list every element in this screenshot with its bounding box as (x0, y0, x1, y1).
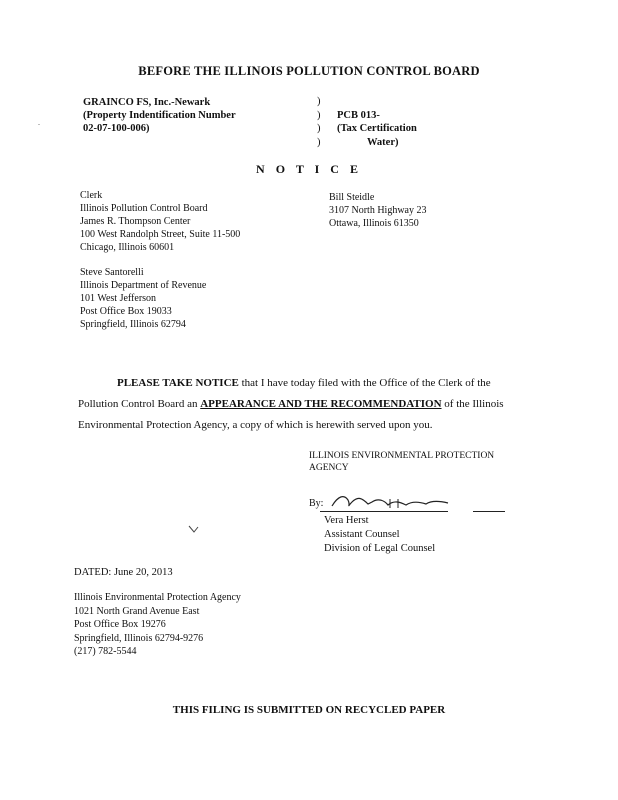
signer-details (324, 514, 435, 556)
address-line: 100 West Randolph Street, Suite 11-500 (80, 229, 241, 240)
notice-lead: PLEASE TAKE NOTICE (117, 377, 239, 389)
address-line: Ottawa, Illinois 61350 (329, 218, 419, 229)
notice-text: that I have today filed with the Office of the Clerk of the (238, 377, 491, 389)
document-heading: BEFORE THE ILLINOIS POLLUTION CONTROL BOARD (138, 64, 480, 78)
address-line: Post Office Box 19033 (80, 306, 172, 317)
recipient-clerk (80, 189, 240, 254)
address-line: 1021 North Grand Avenue East (74, 605, 200, 617)
signer-division: Division of Legal Counsel (324, 543, 436, 554)
case-number: PCB 013- (337, 109, 380, 121)
case-type-line2: Water) (367, 136, 399, 148)
dated-line: DATED: June 20, 2013 (74, 567, 173, 578)
address-line: Springfield, Illinois 62794 (80, 319, 186, 330)
recycled-paper-footer: THIS FILING IS SUBMITTED ON RECYCLED PAPER (172, 704, 446, 716)
signer-title: Assistant Counsel (324, 529, 400, 540)
scan-mark (188, 524, 200, 534)
recipient-steidle (329, 191, 427, 230)
address-line: Steve Santorelli (80, 267, 144, 278)
signer-name: Vera Herst (324, 515, 369, 526)
address-line: Springfield, Illinois 62794-9276 (74, 632, 204, 644)
phone-number: (217) 782-5544 (74, 646, 137, 657)
address-line: 3107 North Highway 23 (329, 205, 427, 216)
address-line: James R. Thompson Center (80, 216, 191, 227)
agency-name-line1: ILLINOIS ENVIRONMENTAL PROTECTION (309, 451, 495, 461)
notice-body-line-2 (78, 398, 504, 410)
address-line: 101 West Jefferson (80, 293, 157, 304)
caption-paren: ) (317, 109, 321, 121)
caption-paren: ) (317, 136, 321, 148)
by-label: By: (309, 498, 324, 509)
address-line: Clerk (80, 190, 103, 201)
notice-text: Pollution Control Board an (78, 398, 201, 410)
address-line: Bill Steidle (329, 192, 375, 203)
property-id-number: 02-07-100-006) (83, 123, 150, 134)
property-id-label: (Property Indentification Number (83, 110, 236, 121)
signature-line (320, 511, 448, 512)
signature-line-tail (473, 511, 505, 512)
agency-block (309, 450, 494, 474)
recipient-santorelli (80, 266, 206, 331)
scan-speck: . (38, 118, 40, 127)
case-type-line1: (Tax Certification (337, 123, 417, 134)
sender-address (74, 591, 241, 659)
notice-text: of the Illinois (441, 398, 504, 410)
address-line: Illinois Department of Revenue (80, 280, 207, 291)
address-line: Illinois Environmental Protection Agency (74, 592, 241, 603)
petitioner-name: GRAINCO FS, Inc.-Newark (83, 97, 211, 108)
signature-block (309, 497, 323, 510)
address-line: Chicago, Illinois 60601 (80, 242, 175, 253)
notice-body-line-3: Environmental Protection Agency, a copy of which is herewith served upon you. (78, 419, 433, 431)
address-line: Illinois Pollution Control Board (80, 203, 208, 214)
notice-body-line-1 (117, 377, 491, 389)
filing-title: APPEARANCE AND THE RECOMMENDATION (200, 398, 442, 410)
case-caption-left (83, 96, 236, 135)
caption-paren: ) (317, 123, 321, 134)
notice-title: N O T I C E (256, 162, 362, 176)
agency-name-line2: AGENCY (309, 463, 349, 473)
caption-paren: ) (317, 96, 321, 107)
address-line: Post Office Box 19276 (74, 619, 166, 630)
